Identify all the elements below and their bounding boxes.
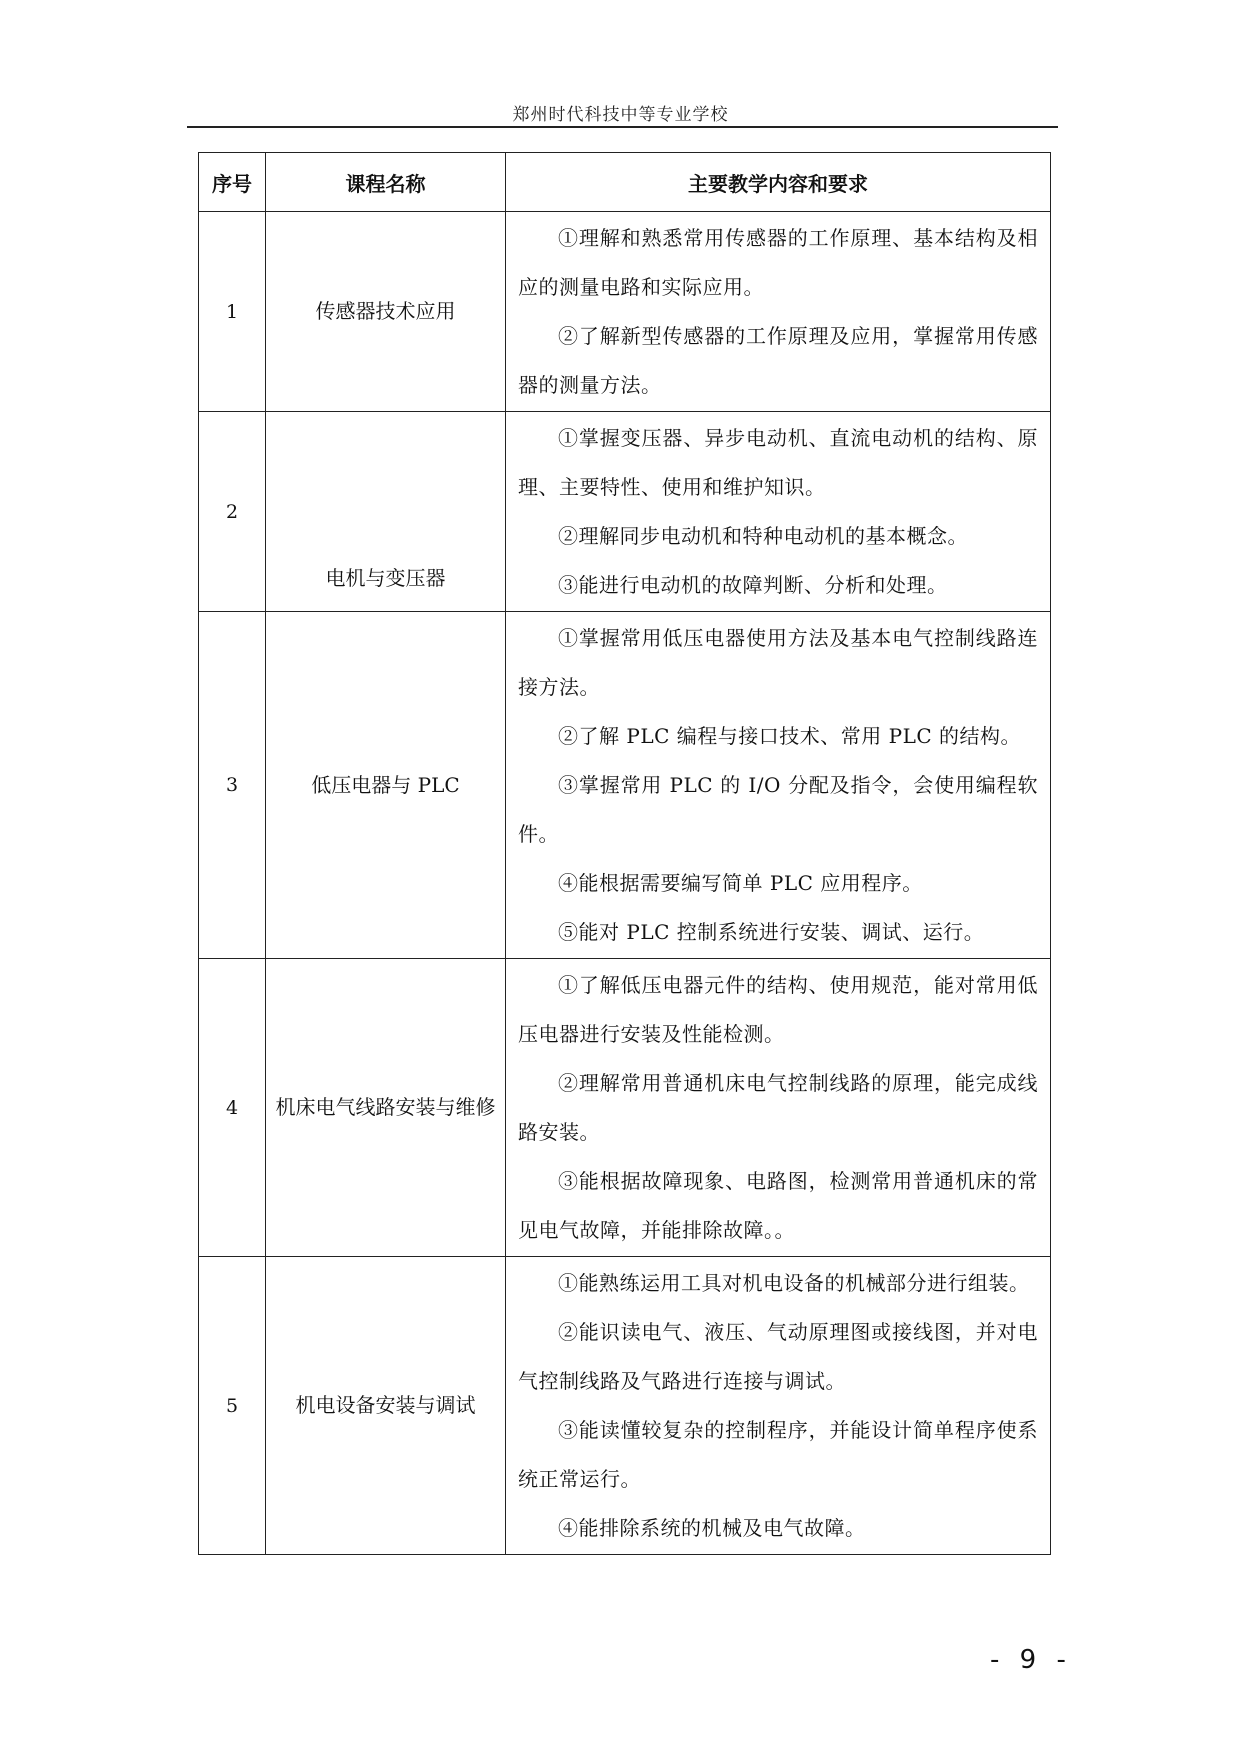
- course-content: [506, 1257, 1051, 1555]
- course-content: [506, 612, 1051, 959]
- content-item: ②了解 PLC 编程与接口技术、常用 PLC 的结构。: [558, 724, 1022, 748]
- table-row: [199, 612, 1051, 959]
- course-name: 机床电气线路安装与维修: [266, 959, 506, 1257]
- content-item: ③能读懂较复杂的控制程序，并能设计简单程序使系统正常运行。: [518, 1418, 1038, 1491]
- content-item: ②理解常用普通机床电气控制线路的原理，能完成线路安装。: [518, 1071, 1038, 1144]
- course-name: 低压电器与 PLC: [266, 612, 506, 959]
- row-number: 3: [199, 612, 266, 959]
- course-name: 传感器技术应用: [266, 212, 506, 412]
- course-content: [506, 959, 1051, 1257]
- table-row: [199, 412, 1051, 612]
- content-item: ⑤能对 PLC 控制系统进行安装、调试、运行。: [558, 920, 985, 944]
- content-item: ④能根据需要编写简单 PLC 应用程序。: [558, 871, 923, 895]
- content-item: ④能排除系统的机械及电气故障。: [558, 1516, 866, 1540]
- table-row: [199, 1257, 1051, 1555]
- page-header: 郑州时代科技中等专业学校: [512, 105, 729, 125]
- table-row: [199, 959, 1051, 1257]
- table-row: [199, 212, 1051, 412]
- content-item: ③能进行电动机的故障判断、分析和处理。: [558, 573, 948, 597]
- column-header-course-name: 课程名称: [266, 153, 506, 212]
- course-name: 机电设备安装与调试: [266, 1257, 506, 1555]
- course-content: [506, 412, 1051, 612]
- row-number: 4: [199, 959, 266, 1257]
- content-item: ①掌握变压器、异步电动机、直流电动机的结构、原理、主要特性、使用和维护知识。: [518, 426, 1038, 499]
- table-header-row: [199, 153, 1051, 212]
- content-item: ②能识读电气、液压、气动原理图或接线图，并对电气控制线路及气路进行连接与调试。: [518, 1320, 1038, 1393]
- page-number: - 9 -: [990, 1645, 1072, 1675]
- content-item: ③能根据故障现象、电路图，检测常用普通机床的常见电气故障，并能排除故障。。: [518, 1169, 1038, 1242]
- row-number: 2: [199, 412, 266, 612]
- row-number: 5: [199, 1257, 266, 1555]
- column-header-content: 主要教学内容和要求: [506, 153, 1051, 212]
- content-item: ①了解低压电器元件的结构、使用规范，能对常用低压电器进行安装及性能检测。: [518, 973, 1038, 1046]
- content-item: ①掌握常用低压电器使用方法及基本电气控制线路连接方法。: [518, 626, 1038, 699]
- header-rule: [187, 126, 1058, 128]
- content-item: ①能熟练运用工具对机电设备的机械部分进行组装。: [558, 1271, 1030, 1295]
- row-number: 1: [199, 212, 266, 412]
- content-item: ③掌握常用 PLC 的 I/O 分配及指令，会使用编程软件。: [518, 773, 1038, 846]
- content-item: ①理解和熟悉常用传感器的工作原理、基本结构及相应的测量电路和实际应用。: [518, 226, 1038, 299]
- course-name: 电机与变压器: [266, 412, 506, 612]
- course-table: [198, 152, 1051, 1555]
- course-content: [506, 212, 1051, 412]
- content-item: ②理解同步电动机和特种电动机的基本概念。: [558, 524, 968, 548]
- content-item: ②了解新型传感器的工作原理及应用，掌握常用传感器的测量方法。: [518, 324, 1038, 397]
- column-header-number: 序号: [199, 153, 266, 212]
